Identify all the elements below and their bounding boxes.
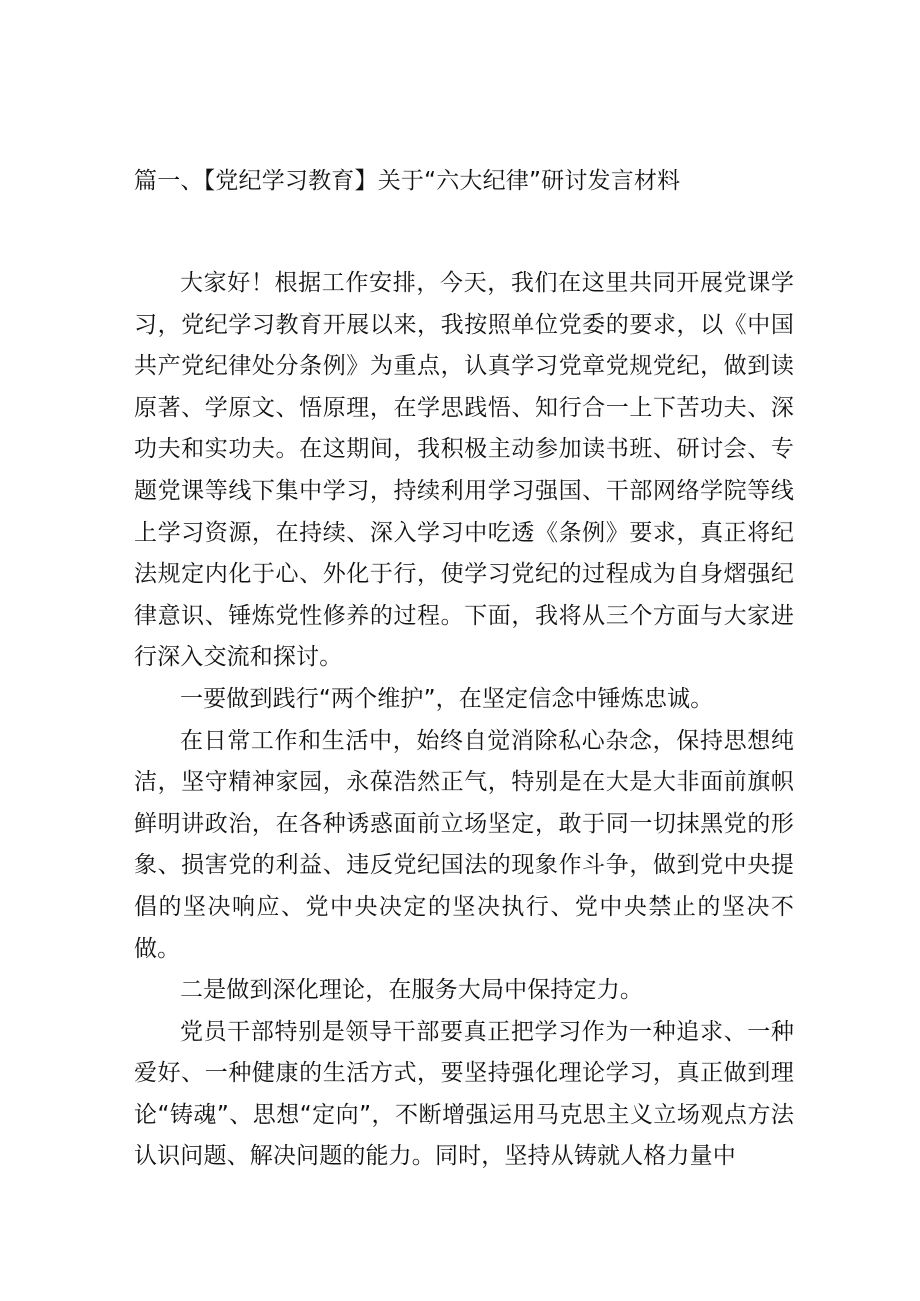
heading-point-two: 二是做到深化理论，在服务大局中保持定力。 (180, 977, 643, 1004)
document-body (134, 263, 794, 1178)
paragraph-intro: 大家好！根据工作安排，今天，我们在这里共同开展党课学习，党纪学习教育开展以来，我按照单位党委的要求，以《中国共产党纪律处分条例》为重点，认真学习党章党规党纪，做到读原著、学原文、悟原理，在学思践悟、知行合一上下苦功夫、深功夫和实功夫。在这期间，我积极主动参加读书班、研讨会、专题党课等线下集中学习，持续利用学习强国、干部网络学院等线上学习资源，在持续、深入学习中吃透《条例》要求，真正将纪法规定内化于心、外化于行，使学习党纪的过程成为自身熠强纪律意识、锤炼党性修养的过程。下面，我将从三个方面与大家进行深入交流和探讨。 (134, 270, 794, 671)
paragraph-point-one: 在日常工作和生活中，始终自觉消除私心杂念，保持思想纯洁，坚守精神家园，永葆浩然正气，特别是在大是大非面前旗帜鲜明讲政治，在各种诱惑面前立场坚定，敢于同一切抹黑党的形象、损害党的利益、违反党纪国法的现象作斗争，做到党中央提倡的坚决响应、党中央决定的坚决执行、党中央禁止的坚决不做。 (134, 727, 794, 962)
heading-point-one: 一要做到践行“两个维护”，在坚定信念中锤炼忠诚。 (180, 685, 714, 712)
document-title: 篇一、【党纪学习教育】关于“六大纪律”研讨发言材料 (134, 168, 681, 194)
paragraph-point-two: 党员干部特别是领导干部要真正把学习作为一种追求、一种爱好、一种健康的生活方式，要坚持强化理论学习，真正做到理论“铸魂”、思想“定向”，不断增强运用马克思主义立场观点方法认识问题、解决问题的能力。同时，坚持从铸就人格力量中 (134, 1018, 794, 1170)
